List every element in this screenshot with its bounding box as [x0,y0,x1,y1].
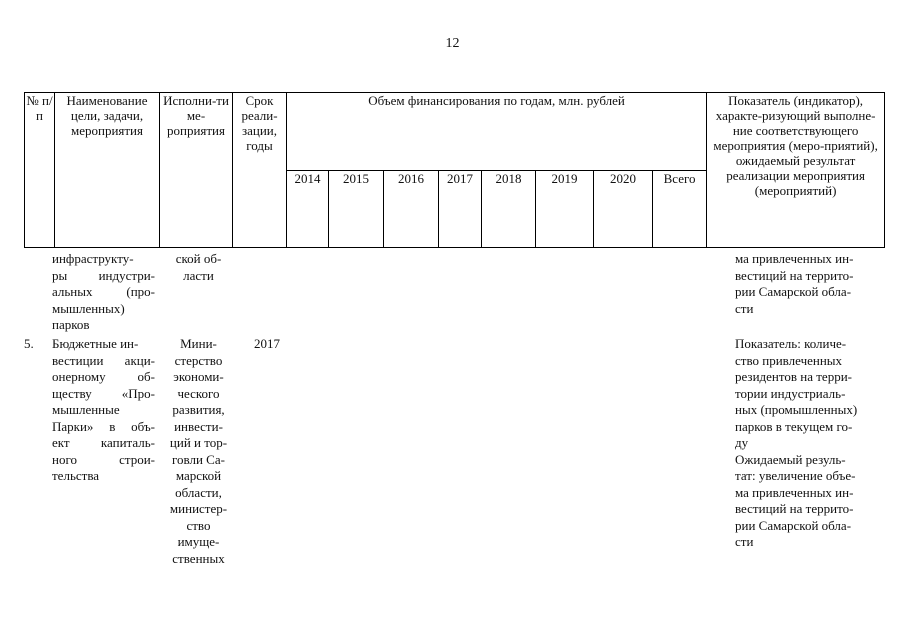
text-line: ческого [177,385,220,401]
text-line: имуще- [177,534,220,549]
text-line: инфраструкту- [52,251,134,266]
text-line: рии Самарской обла- [735,284,852,299]
text-line: ской об- [175,251,222,266]
table-header [24,92,885,248]
continuation-executors [160,251,237,284]
text-line: ект капиталь- [52,435,155,450]
year-2014: 2014 [287,170,329,248]
header-executors: Исполни-ти ме-роприятия [160,93,233,248]
text-line: альных (про- [52,284,155,299]
text-line: ного строи- [52,451,155,467]
text-line: ство привлеченных [735,352,843,368]
text-line: экономи- [173,369,224,384]
page-number: 12 [445,36,460,51]
text-line: вестиции акци- [52,352,155,368]
text-line: сти [735,300,754,316]
text-line: стерство [174,352,223,368]
text-line: тельства [52,468,100,483]
text-line: Парки» в объ- [52,418,155,434]
text-line: резидентов на терри- [735,369,852,384]
text-line: Мини- [180,336,217,351]
text-line: мышленные [52,402,120,417]
text-line: говли Са- [172,451,225,467]
text-line: министер- [169,501,228,516]
row5-indicator [735,336,885,551]
text-line: рии Самарской обла- [735,517,852,533]
text-line: Ожидаемый резуль- [735,451,846,467]
row5-number: 5. [24,336,34,351]
row5-executors [160,336,237,567]
text-line: ций и тор- [169,435,228,450]
text-line: ласти [183,267,214,283]
text-line: сти [735,534,754,549]
text-line: парков [52,317,90,332]
text-line: ных (промышленных) [735,402,858,417]
text-line: марской [175,468,222,483]
text-line: инвести- [174,418,223,434]
text-line: тат: увеличение объе- [735,468,856,483]
text-line: ство [186,517,211,533]
text-line: парков в текущем го- [735,418,853,434]
text-line: мышленных) [52,300,125,316]
header-indicator: Показатель (индикатор), характе-ризующий выполне-ние соответствующего мероприятия (меро-приятий), ожидаемый результат реализации мероприятия (мероприятий) [707,93,885,248]
text-line: ду [735,435,749,450]
text-line: ществу «Про- [52,385,155,401]
text-line: онерному об- [52,369,155,384]
text-line: вестиций на террито- [735,267,854,283]
year-total: Всего [653,170,707,248]
text-line: ственных [172,550,225,566]
year-2017: 2017 [439,170,482,248]
text-line: тории индустриаль- [735,385,846,401]
header-name: Наименование цели, задачи, мероприятия [55,93,160,248]
text-line: области, [175,484,222,500]
year-2015: 2015 [329,170,384,248]
text-line: ры индустри- [52,267,155,283]
year-2020: 2020 [594,170,653,248]
header-term: Срок реали-зации, годы [233,93,287,248]
continuation-name [52,251,155,334]
text-line: ма привлеченных ин- [735,484,854,500]
year-2019: 2019 [536,170,594,248]
year-2016: 2016 [384,170,439,248]
text-line: Показатель: количе- [735,336,847,351]
row5-name [52,336,155,485]
year-2018: 2018 [482,170,536,248]
header-num: № п/п [25,93,55,248]
continuation-indicator [735,251,885,317]
text-line: развития, [172,402,225,417]
row5-term: 2017 [254,336,280,351]
text-line: Бюджетные ин- [52,336,139,351]
text-line: вестиций на террито- [735,501,854,516]
text-line: ма привлеченных ин- [735,251,854,266]
header-funding: Объем финансирования по годам, млн. рублей [287,93,707,171]
